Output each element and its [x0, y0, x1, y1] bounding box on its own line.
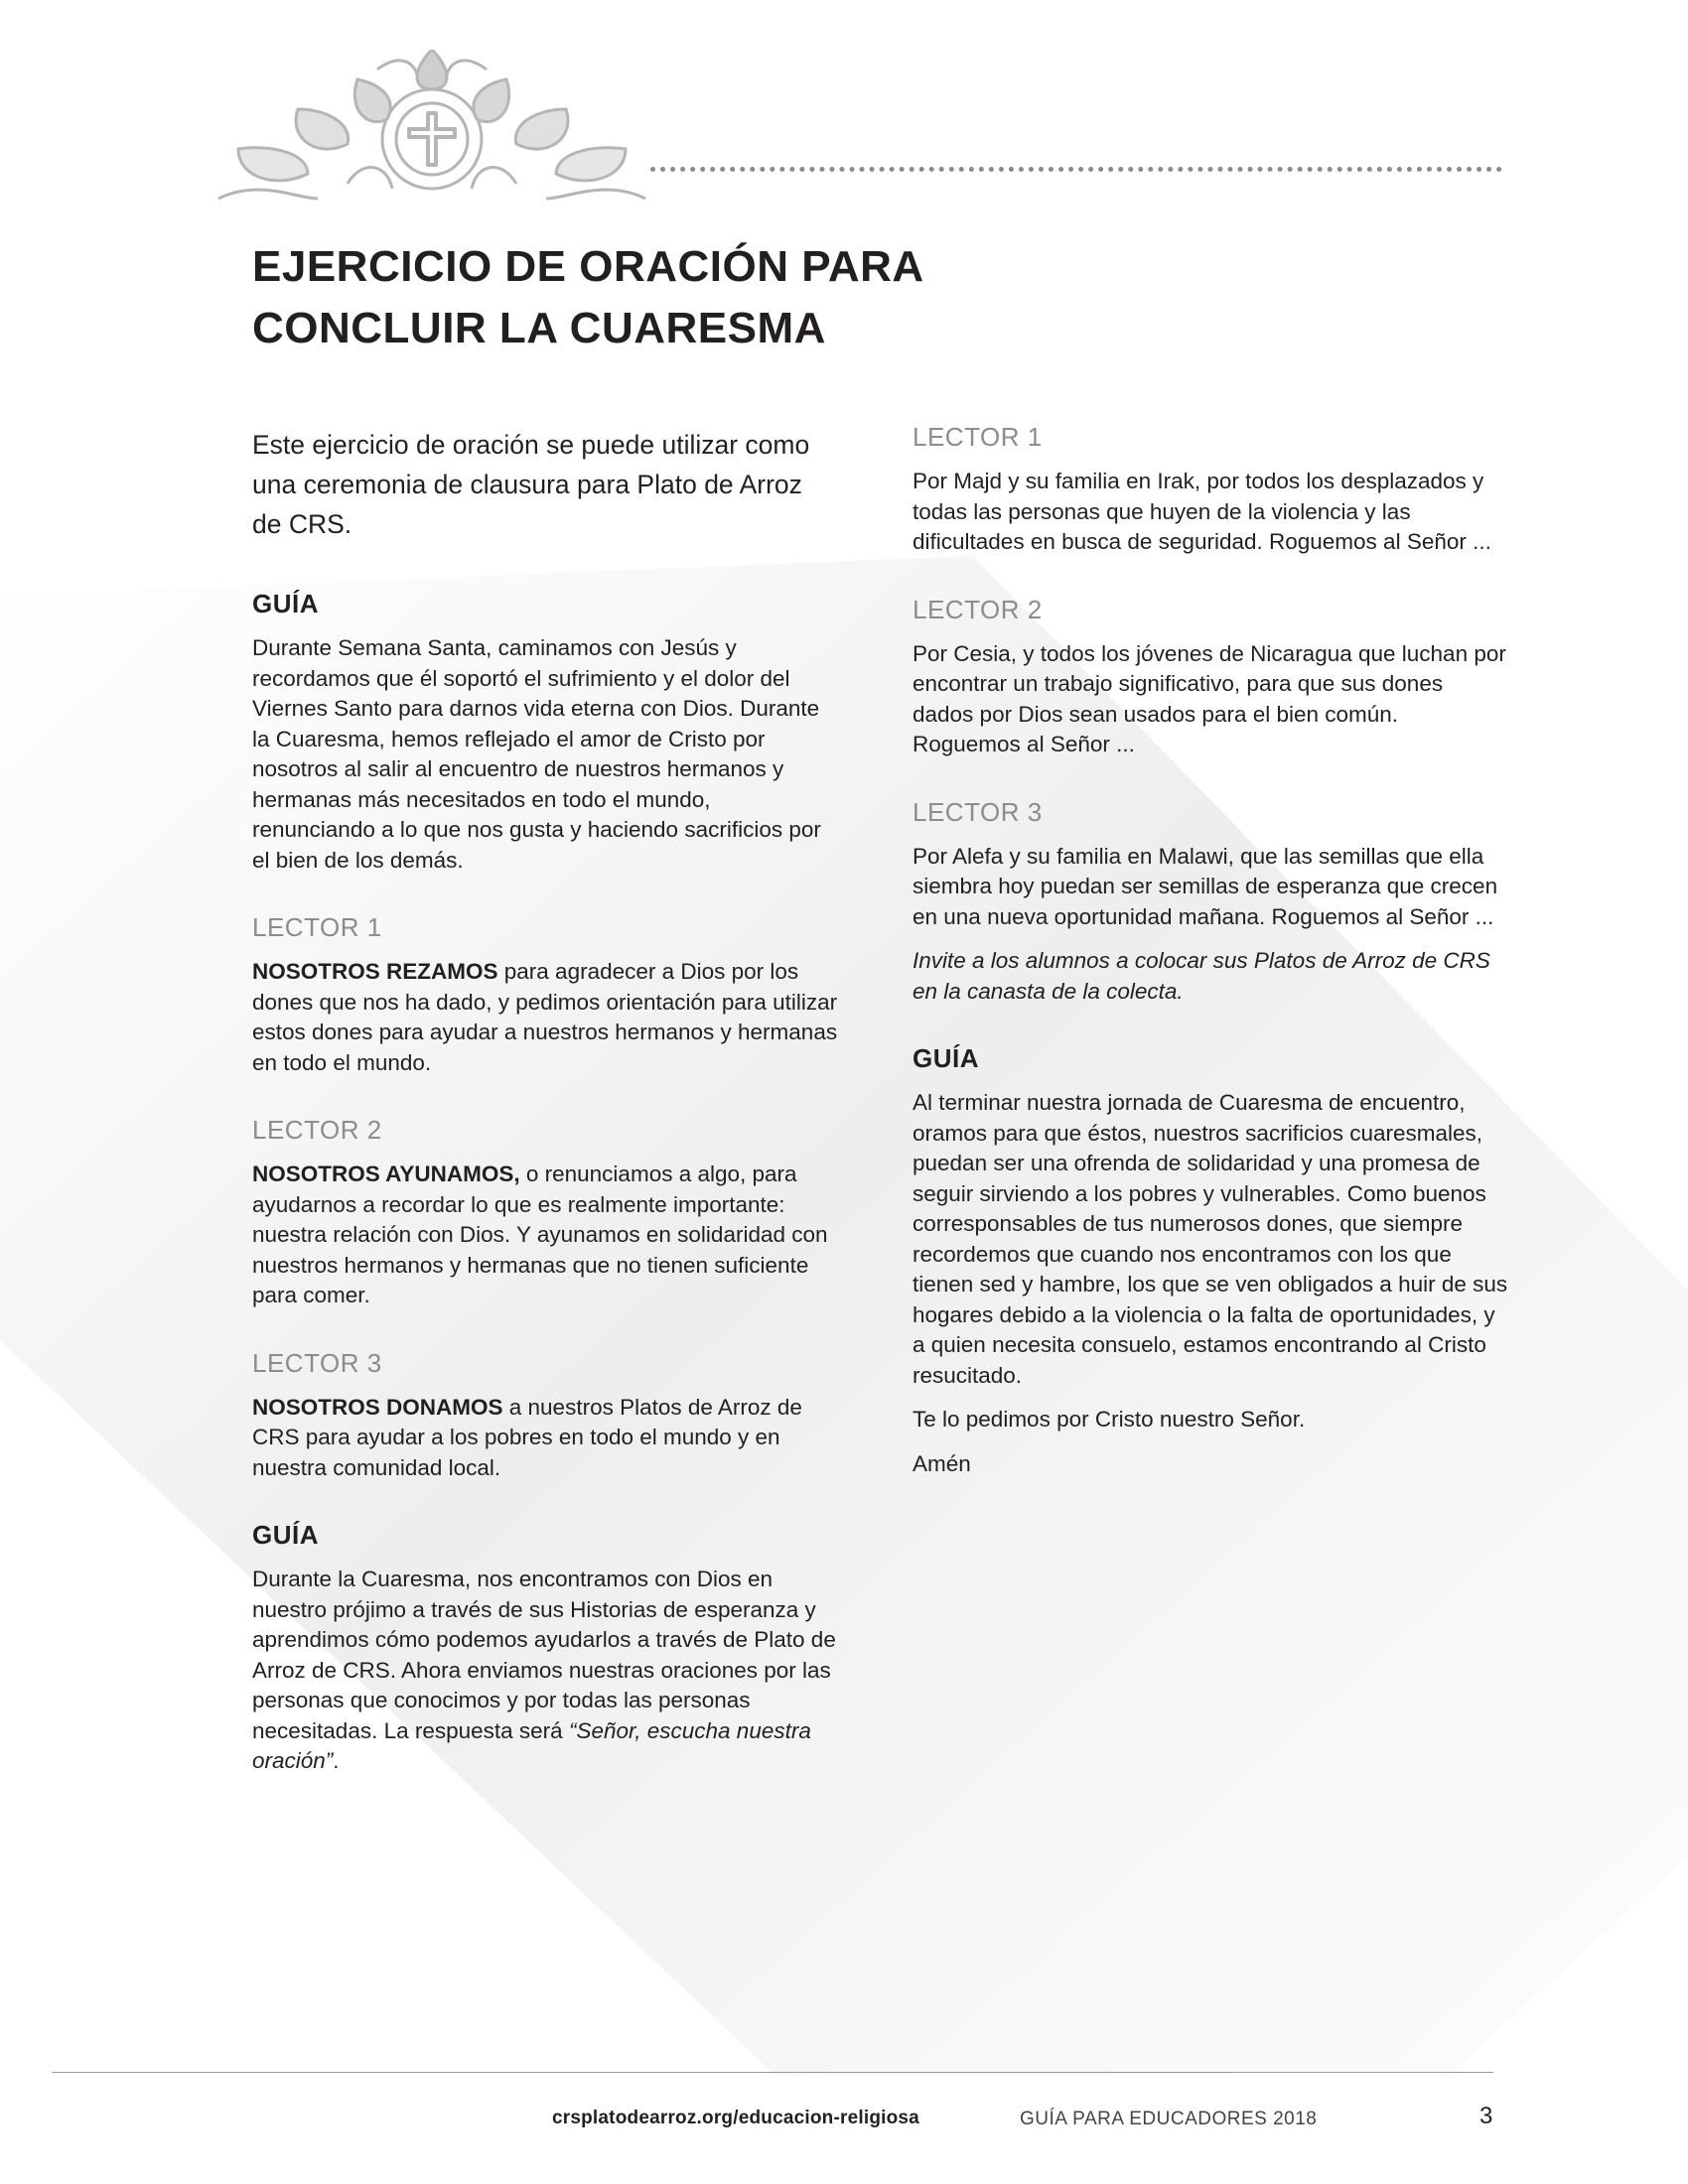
lector-1-body: para agradecer a Dios por los dones que nos ha dado, y pedimos orientación para utilizar estos dones para ayudar a nuestros hermanos y hermanas en todo el mundo.	[252, 959, 838, 1075]
collection-instruction: Invite a los alumnos a colocar sus Platos de Arroz de CRS en la canasta de la colecta.	[913, 948, 1490, 1004]
lector-3-heading: LECTOR 3	[252, 1347, 382, 1378]
lector-3-body: a nuestros Platos de Arroz de CRS para ayudar a los pobres en todo el mundo y en nuestra comunidad local.	[252, 1394, 802, 1480]
header-dotted-rule	[650, 167, 1502, 172]
right-lector-2-heading: LECTOR 2	[913, 594, 1043, 624]
page-title	[252, 236, 1146, 359]
guia-heading-1: GUÍA	[252, 589, 319, 618]
guia-text-2-body: Durante la Cuaresma, nos encontramos con Dios en nuestro prójimo a través de sus Historias de esperanza y aprendimos cómo podemos ayudarlos a través de Plato de Arroz de CRS. Ahora enviamos nuestras oraciones por las personas que conocimos y por todas las personas necesitadas. La respuesta será	[252, 1567, 836, 1743]
lector-2-body: o renunciamos a algo, para ayudarnos a recordar lo que es realmente importante: nuestra relación con Dios. Y ayunamos en solidaridad con nuestros hermanos y hermanas que no tienen suficiente para comer.	[252, 1161, 828, 1307]
lector-2-heading: LECTOR 2	[252, 1115, 382, 1145]
right-column	[913, 421, 1508, 1493]
lector-3-text	[252, 1393, 838, 1484]
footer-rule	[52, 2072, 1493, 2073]
page-number: 3	[1479, 2103, 1493, 2129]
right-guia-text: Al terminar nuestra jornada de Cuaresma de encuentro, oramos para que éstos, nuestros sacrificios cuaresmales, puedan ser una ofrenda de solidaridad y una promesa de seguir sirviendo a los pobres y vulnerables. Como buenos corresponsables de tus numerosos dones, que siempre recordemos que cuando nos encontramos con los que tienen sed y hambre, los que se ven obligados a huir de sus hogares debido a la violencia o la falta de oportunidades, y a quien necesita consuelo, estamos encontrando al Cristo resucitado.	[913, 1090, 1508, 1388]
guia-text-1: Durante Semana Santa, caminamos con Jesús y recordamos que él soportó el sufrimiento y el dolor del Viernes Santo para darnos vida eterna con Dios. Durante la Cuaresma, hemos reflejado el amor de Cristo por nosotros al salir al encuentro de nuestros hermanos y hermanas más necesitados en todo el mundo, renunciando a lo que nos gusta y haciendo sacrificios por el bien de los demás.	[252, 635, 821, 873]
intro-text: Este ejercicio de oración se puede utilizar como una ceremonia de clausura para Plato de Arroz de CRS.	[252, 430, 810, 539]
right-lector-3-text: Por Alefa y su familia en Malawi, que las semillas que ella siembra hoy puedan ser semillas de esperanza que crecen en una nueva oportunidad mañana. Roguemos al Señor ...	[913, 843, 1498, 929]
lector-2-text	[252, 1160, 838, 1311]
right-guia-heading: GUÍA	[913, 1043, 979, 1073]
right-lector-1-text: Por Majd y su familia en Irak, por todos los desplazados y todas las personas que huyen de la violencia y las dificultades en busca de seguridad. Roguemos al Señor ...	[913, 469, 1491, 554]
guia-heading-2: GUÍA	[252, 1520, 319, 1550]
guia-text-2-end: .	[333, 1748, 340, 1773]
left-column	[252, 425, 838, 1813]
lector-1-heading: LECTOR 1	[252, 912, 382, 942]
response-phrase: “Señor, escucha nuestra oración”	[252, 1717, 811, 1773]
amen-line: Amén	[913, 1450, 971, 1476]
lector-1-lead: NOSOTROS REZAMOS	[252, 959, 498, 984]
footer-url[interactable]: crsplatodearroz.org/educacion-religiosa	[552, 2108, 919, 2128]
lector-1-text	[252, 957, 838, 1078]
title-line-2: CONCLUIR LA CUARESMA	[252, 304, 826, 352]
right-lector-3-heading: LECTOR 3	[913, 796, 1043, 827]
ornamental-cross-icon	[199, 50, 665, 201]
lector-3-lead: NOSOTROS DONAMOS	[252, 1394, 503, 1420]
closing-line: Te lo pedimos por Cristo nuestro Señor.	[913, 1407, 1306, 1432]
footer-guide-title: GUÍA PARA EDUCADORES 2018	[1020, 2109, 1318, 2129]
right-lector-1-heading: LECTOR 1	[913, 422, 1043, 452]
lector-2-lead: NOSOTROS AYUNAMOS,	[252, 1161, 520, 1186]
title-line-1: EJERCICIO DE ORACIÓN PARA	[252, 242, 924, 291]
guia-text-2	[252, 1565, 838, 1777]
right-lector-2-text: Por Cesia, y todos los jóvenes de Nicaragua que luchan por encontrar un trabajo significativo, para que sus dones dados por Dios sean usados para el bien común. Roguemos al Señor ...	[913, 640, 1506, 756]
